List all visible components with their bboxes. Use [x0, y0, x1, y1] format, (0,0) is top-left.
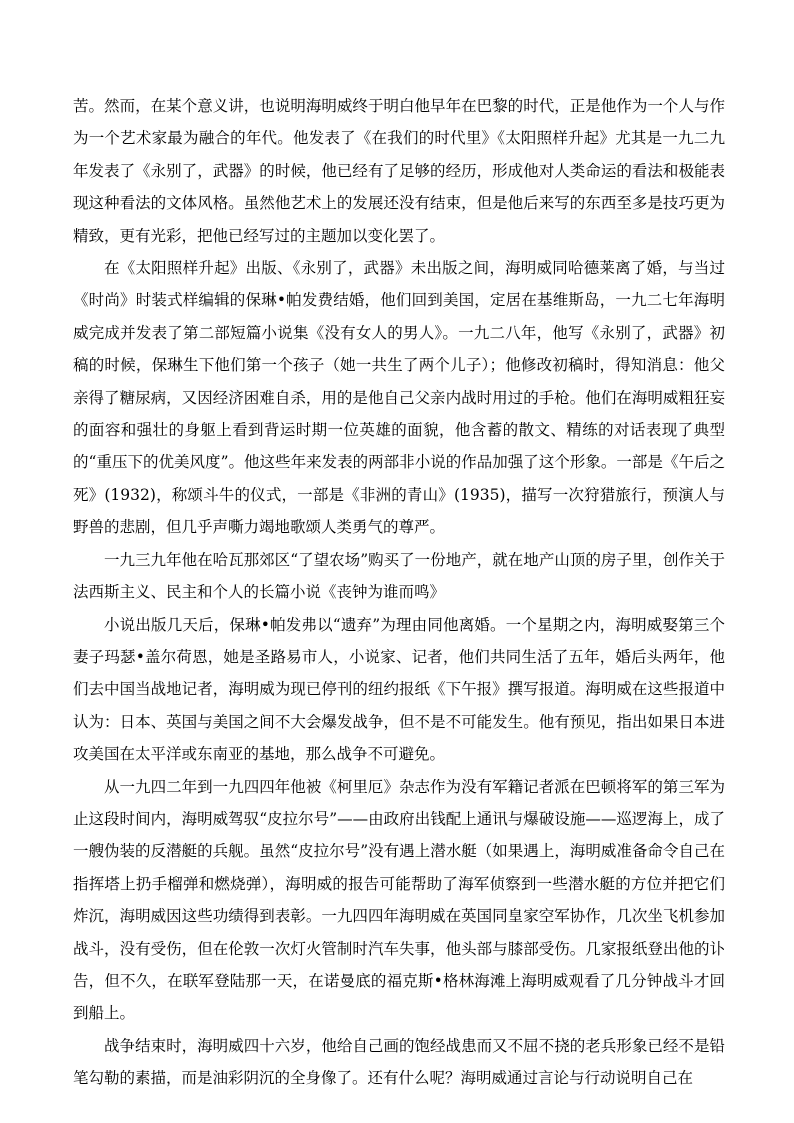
- paragraph-2: 在《太阳照样升起》出版、《永别了，武器》未出版之间，海明威同哈德莱离了婚，与当过《时尚》时装式样编辑的保琳•帕发费结婚，他们回到美国，定居在基维斯岛，一九二七年海明威完成并发表了第二部短篇小说集《没有女人的男人》。一九二八年，他写《永别了，武器》初稿的时候，保琳生下他们第一个孩子（她一共生了两个儿子）；他修改初稿时，得知消息：他父亲得了糖尿病，又因经济困难自杀，用的是他自己父亲内战时用过的手枪。他们在海明威粗狂妄的面容和强壮的身躯上看到背运时期一位英雄的面貌，他含蓄的散文、精练的对话表现了典型的“重压下的优美风度”。他这些年来发表的两部非小说的作品加强了这个形象。一部是《午后之死》(1932)，称颂斗牛的仪式，一部是《非洲的青山》(1935)，描写一次狩猎旅行，预演人与野兽的悲剧，但几乎声嘶力竭地歌颂人类勇气的尊严。: [73, 259, 725, 537]
- paragraph-4: 小说出版几天后，保琳•帕发弗以“遗弃”为理由同他离婚。一个星期之内，海明威娶第三个妻子玛瑟•盖尔荷恩，她是圣路易市人，小说家、记者，他们共同生活了五年，婚后头两年，他们去中国当战地记者，海明威为现已停刊的纽约报纸《下午报》撰写报道。海明威在这些报道中认为：日本、英国与美国之间不大会爆发战争，但不是不可能发生。他有预见，指出如果日本进攻美国在太平洋或东南亚的基地，那么战争不可避免。: [73, 615, 725, 764]
- paragraph-5: 从一九四二年到一九四四年他被《柯里厄》杂志作为没有军籍记者派在巴顿将军的第三军为止这段时间内，海明威驾驭“皮拉尔号”——由政府出钱配上通讯与爆破设施——巡逻海上，成了一艘伪装的反潜艇的兵舰。虽然“皮拉尔号”没有遇上潜水艇（如果遇上，海明威准备命令自己在指挥塔上扔手榴弹和燃烧弹），海明威的报告可能帮助了海军侦察到一些潜水艇的方位并把它们炸沉，海明威因这些功绩得到表彰。一九四四年海明威在英国同皇家空军协作，几次坐飞机参加战斗，没有受伤，但在伦敦一次灯火管制时汽车失事，他头部与膝部受伤。几家报纸登出他的讣告，但不久，在联军登陆那一天，在诺曼底的福克斯•格林海滩上海明威观看了几分钟战斗才回到船上。: [73, 777, 725, 1023]
- document-page: [73, 90, 725, 1095]
- paragraph-3: 一九三九年他在哈瓦那郊区“了望农场”购买了一份地产，就在地产山顶的房子里，创作关于法西斯主义、民主和个人的长篇小说《丧钟为谁而鸣》: [73, 550, 725, 602]
- paragraph-6: 战争结束时，海明威四十六岁，他给自己画的饱经战患而又不屈不挠的老兵形象已经不是铅笔勾勒的素描，而是油彩阴沉的全身像了。还有什么呢？海明威通过言论与行动说明自己在: [73, 1036, 725, 1088]
- paragraph-1: 苦。然而，在某个意义讲，也说明海明威终于明白他早年在巴黎的时代，正是他作为一个人与作为一个艺术家最为融合的年代。他发表了《在我们的时代里》《太阳照样升起》尤其是一九二九年发表了《永别了，武器》的时候，他已经有了足够的经历，形成他对人类命运的看法和极能表现这种看法的文体风格。虽然他艺术上的发展还没有结束，但是他后来写的东西至多是技巧更为精致，更有光彩，把他已经写过的主题加以变化罢了。: [73, 97, 725, 245]
